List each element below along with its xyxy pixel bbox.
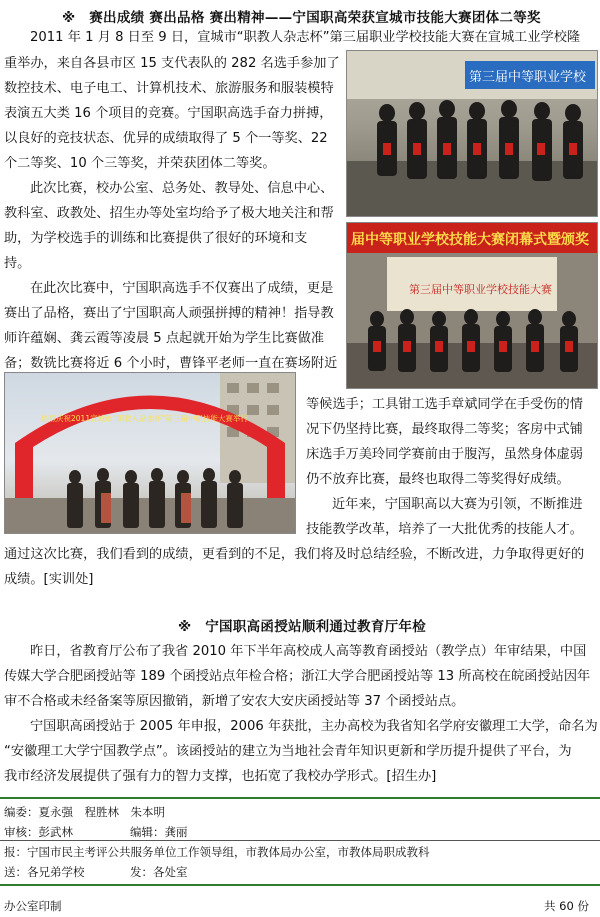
paragraph-line: 传媒大学合肥函授站等 189 个函授站点年检合格；浙江大学合肥函授站等 13 所高校在皖函授站因年 [4,669,591,684]
paragraph-line: 通过这次比赛，我们看到的成绩，更看到的不足，我们将及时总结经验，不断改进，力争取得更好的 [4,547,585,562]
award-ceremony-photo [346,50,598,217]
dispatch-to: 发：各处室 [130,865,188,879]
paragraph-line: 个二等奖、10 个三等奖，并荣获团体二等奖。 [4,156,276,171]
paragraph-line: 持。 [4,256,31,271]
arch-text: 热烈庆祝2011宣城市“职教人杂志杯”第三届中职技能大赛举行 [41,414,248,423]
paragraph-line: 我市经济发展提供了强有力的智力支撑，也拓宽了我校办学形式。[招生办] [4,769,437,784]
paragraph-line: 此次比赛，校办公室、总务处、教导处、信息中心、 [30,181,334,196]
paragraph-line: 技能教学改革，培养了一大批优秀的技能人才。 [306,522,583,537]
footer-divider [0,840,600,841]
award-ceremony-image [347,51,597,216]
paragraph-line: 数控技术、电子电工、计算机技术、旅游服务和服装模特 [4,81,334,96]
paragraph-line: 教科室、政教处、招生办等处室均给予了极大地关注和帮 [4,206,334,221]
banner-subtext: 第三届中等职业学校技能大赛 [409,283,552,296]
paragraph-line: “安徽理工大学宁国教学点”。该函授站的建立为当地社会青年知识更新和学历提升提供了平台，为 [4,744,572,759]
arch-group-image [5,373,295,533]
paragraph-line: 况下仍坚持比赛，最终取得二等奖；客房中式铺 [306,422,583,437]
paragraph-line: 成绩。[实训处] [4,572,94,587]
paragraph-line: 审不合格或未经备案等原因撤销，新增了安农大安庆函授站等 37 个函授站点。 [4,694,465,709]
paragraph-line: 以良好的竞技状态、优异的成绩取得了 5 个一等奖、22 [4,131,328,146]
paragraph-line: 备；数铣比赛将近 6 个小时，曹锋平老师一直在赛场附近 [4,356,338,371]
paragraph-line: 在此次比赛中，宁国职高选手不仅赛出了成绩，更是 [30,281,334,296]
paragraph-line: 重举办，来自各县市区 15 支代表队的 282 名选手参加了 [4,56,340,71]
paragraph-line: 助，为学校选手的训练和比赛提供了很好的环境和支 [4,231,308,246]
paragraph-line: 近年来，宁国职高以大赛为引领，不断推进 [332,497,583,512]
arch-group-photo [4,372,296,534]
paragraph-line: 表演五大类 16 个项目的竞赛。宁国职高选手奋力拼搏， [4,106,333,121]
banner-text: 第三届中等职业学校 [469,70,587,85]
article-2-title: ※ 宁国职高函授站顺利通过教育厅年检 [178,619,427,635]
paragraph-line: 2011 年 1 月 8 日至 9 日，宣城市“职教人杂志杯”第三届职业学校技能大赛在宣城工业学校隆 [30,30,581,45]
footer-bottom-rule [0,884,600,886]
paragraph-line: 师许蕴娴、龚云霞等凌晨 5 点起就开始为学生比赛做准 [4,331,325,346]
closing-ceremony-image [347,223,597,388]
editor-name: 编辑：龚丽 [130,825,188,839]
send-to: 送：各兄弟学校 [4,865,85,879]
paragraph-line: 等候选手；工具钳工选手章斌同学在手受伤的情 [306,397,583,412]
printer: 办公室印制 [4,899,62,913]
paragraph-line: 赛出了品格，赛出了宁国职高人顽强拼搏的精神！指导教 [4,306,334,321]
editorial-board: 编委：夏永强 程胜林 朱本明 [4,805,165,819]
closing-ceremony-photo [346,222,598,389]
paragraph-line: 床选手万美玲同学赛前由于腹泻，虽然身体虚弱 [306,447,583,462]
article-1-title: ※ 赛出成绩 赛出品格 赛出精神——宁国职高荣获宣城市技能大赛团体二等奖 [62,10,541,26]
paragraph-line: 昨日，省教育厅公布了我省 2010 年下半年高校成人高等教育函授站（教学点）年审结果，中国 [30,644,587,659]
report-to: 报：宁国市民主考评公共服务单位工作领导组，市教体局办公室，市教体局职成教科 [4,845,430,859]
banner-text: 届中等职业学校技能大赛闭幕式暨颁奖 [351,232,589,248]
paragraph-line: 宁国职高函授站于 2005 年申报，2006 年获批，主办高校为我省知名学府安徽理工大学，命名为 [30,719,598,734]
reviewer: 审核：彭武林 [4,825,73,839]
copies-count: 共 60 份 [544,899,589,913]
footer-top-rule [0,797,600,799]
paragraph-line: 仍不放弃比赛，最终也取得二等奖得好成绩。 [306,472,570,487]
